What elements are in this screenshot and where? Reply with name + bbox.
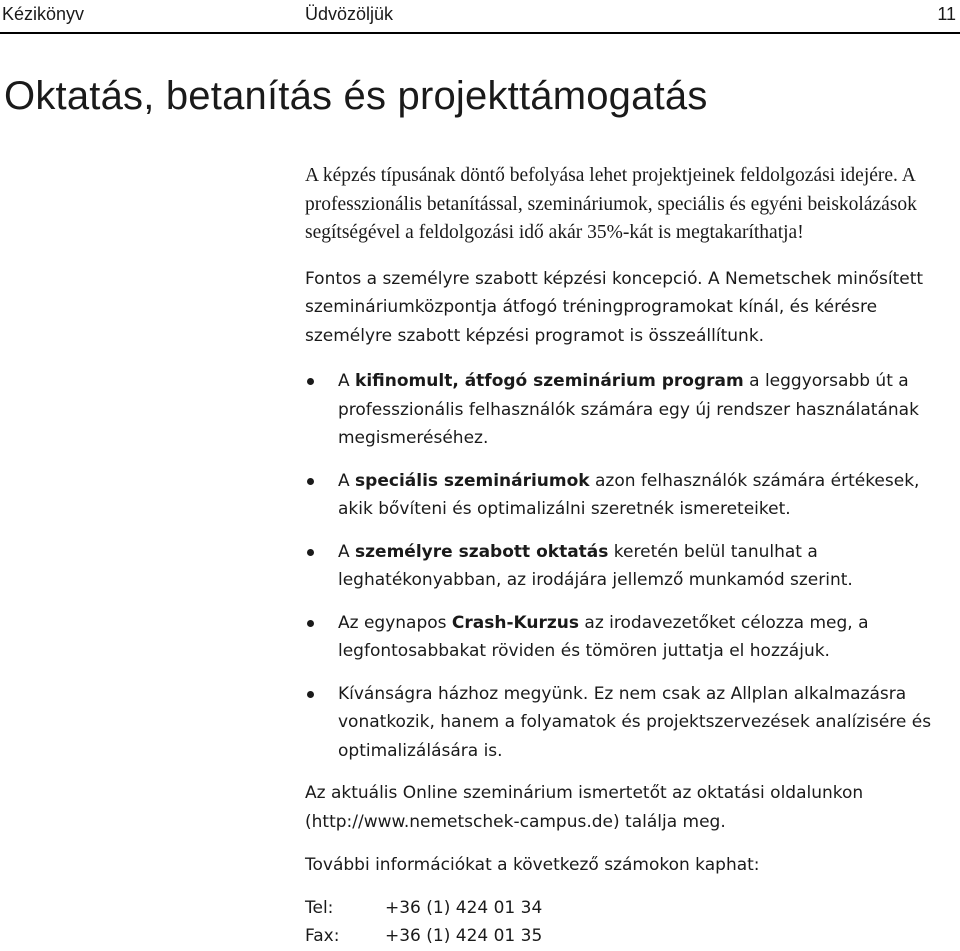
- bullet-icon: [307, 691, 314, 698]
- list-item: A kifinomult, átfogó szeminárium program a leggyorsabb út a professzionális felhasználók számára egy új rendszer használatának megismeréséhez.: [305, 367, 950, 453]
- page-number: 11: [937, 4, 956, 24]
- header-divider: [0, 32, 960, 34]
- phone-label: Tel:: [305, 897, 334, 918]
- training-options-list: [305, 367, 950, 765]
- highlight-term: Crash-Kurzus: [451, 612, 580, 633]
- phone-number: +36 (1) 424 01 34: [385, 897, 543, 918]
- contact-phone: [305, 894, 950, 923]
- list-item: A személyre szabott oktatás keretén belül tanulhat a leghatékonyabban, az irodájára jellemző munkamód szerint.: [305, 538, 950, 595]
- online-seminar-paragraph: Az aktuális Online szeminárium ismertetőt az oktatási oldalunkon (http://www.nemetschek-campus.de) találja meg.: [305, 783, 864, 832]
- fax-number: +36 (1) 424 01 35: [385, 926, 543, 946]
- more-info-paragraph: További információkat a következő számokon kaphat:: [305, 855, 760, 875]
- bullet-icon: [307, 478, 314, 485]
- header-section-title: Üdvözöljük: [305, 4, 394, 24]
- concept-paragraph: Fontos a személyre szabott képzési koncepció. A Nemetschek minősített szemináriumközpontja átfogó tréningprogramokat kínál, és kérésre személyre szabott képzési programot is összeállítunk.: [305, 268, 924, 346]
- bullet-icon: [307, 620, 314, 627]
- contact-block: [305, 894, 950, 951]
- list-item: Az egynapos Crash-Kurzus az irodavezetőket célozza meg, a legfontosabbakat röviden és tömören juttatja el hozzájuk.: [305, 609, 950, 666]
- highlight-term: speciális szemináriumok: [355, 470, 590, 491]
- page-header: [0, 0, 960, 32]
- header-manual-title: Kézikönyv: [2, 4, 85, 24]
- bullet-icon: [307, 549, 314, 556]
- bullet-icon: [307, 378, 314, 385]
- intro-paragraph: A képzés típusának döntő befolyása lehet projektjeinek feldolgozási idejére. A professzionális betanítással, szemináriumok, speciális és egyéni beiskolázások segítségével a feldolgozási idő akár 35%-kát is megtakaríthatja!: [305, 165, 917, 243]
- page-title: Oktatás, betanítás és projekttámogatás: [4, 74, 708, 118]
- highlight-term: személyre szabott oktatás: [355, 541, 609, 562]
- list-item: Kívánságra házhoz megyünk. Ez nem csak az Allplan alkalmazásra vonatkozik, hanem a folyamatok és projektszervezések analízisére és optimalizálására is.: [305, 680, 950, 766]
- highlight-term: kifinomult, átfogó szeminárium program: [355, 371, 744, 391]
- main-content: [305, 162, 950, 951]
- contact-fax: [305, 922, 950, 951]
- fax-label: Fax:: [305, 926, 340, 946]
- list-item: A speciális szemináriumok azon felhasználók számára értékesek, akik bővíteni és optimalizálni szeretnék ismereteiket.: [305, 467, 950, 524]
